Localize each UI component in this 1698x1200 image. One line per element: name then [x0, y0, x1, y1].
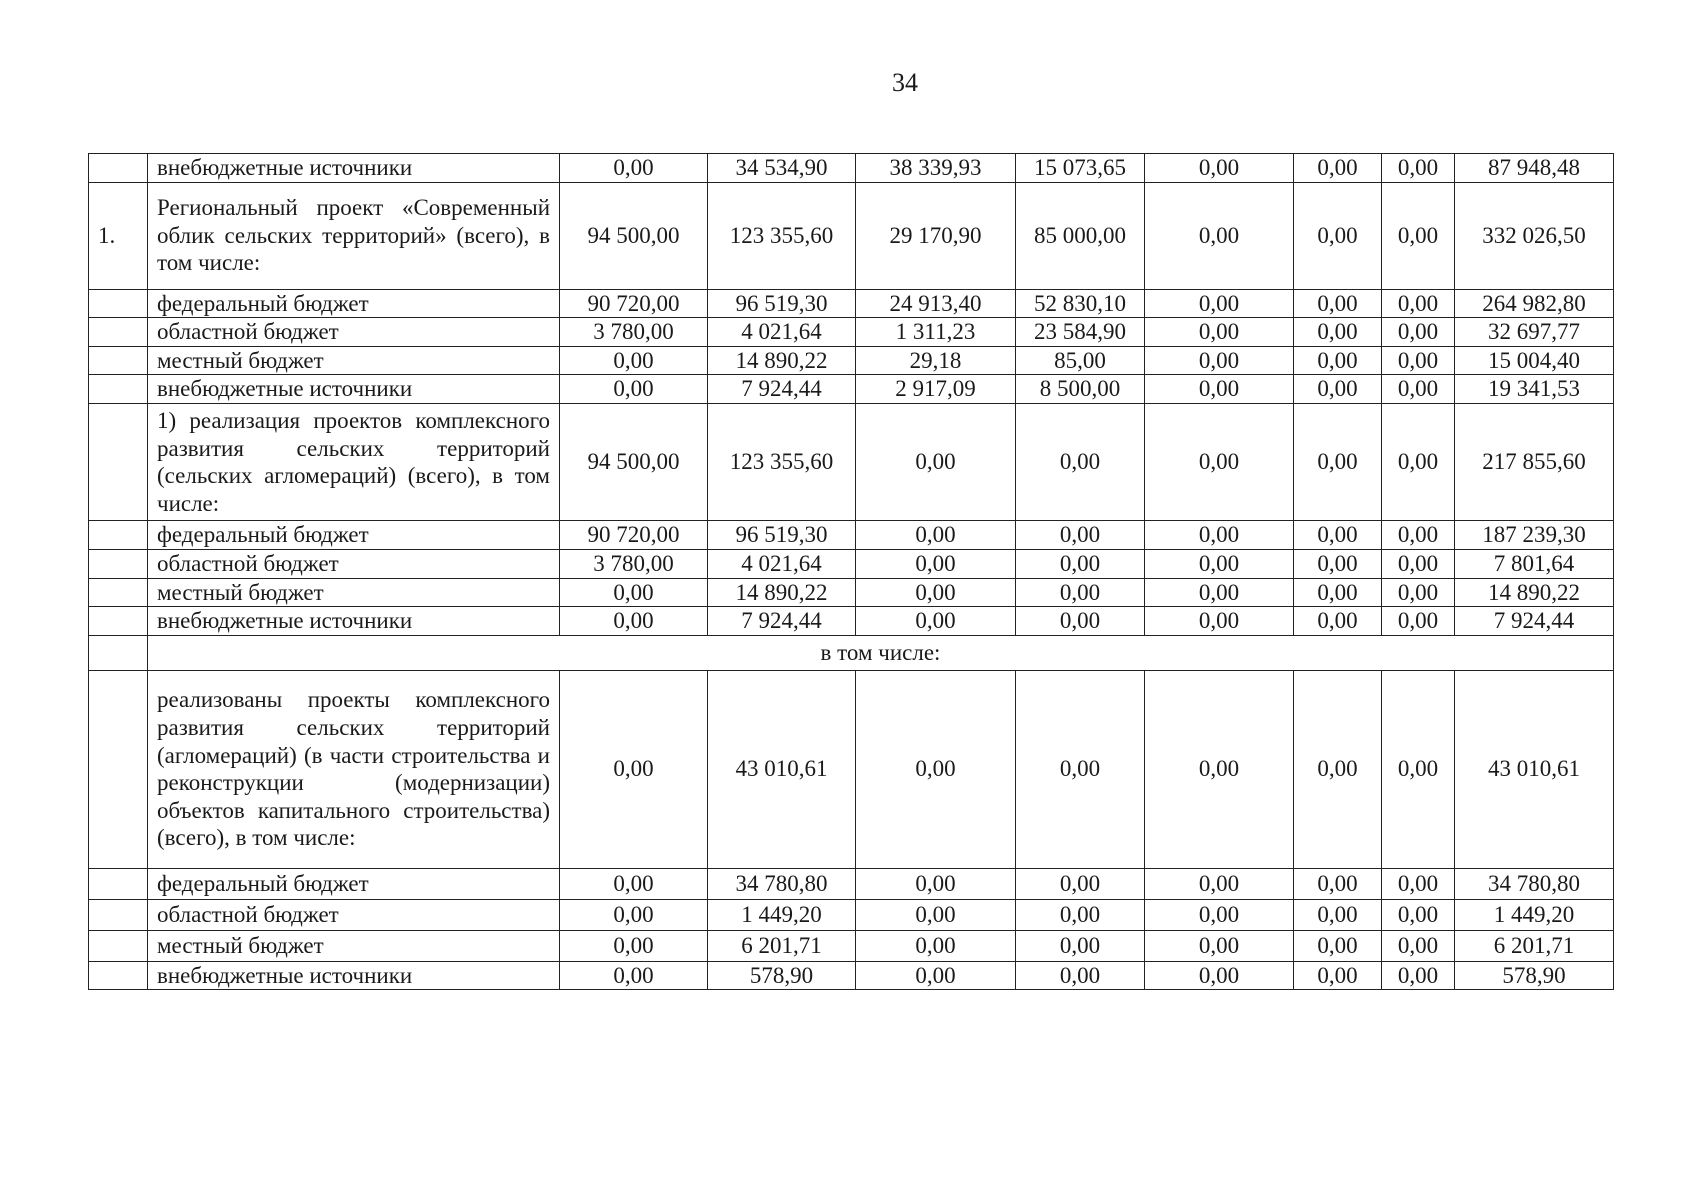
value-cell: 0,00 — [1382, 289, 1455, 318]
total-cell: 217 855,60 — [1455, 403, 1614, 520]
value-cell: 0,00 — [560, 578, 708, 607]
value-cell: 29 170,90 — [856, 182, 1016, 289]
value-cell: 24 913,40 — [856, 289, 1016, 318]
value-cell: 0,00 — [1382, 549, 1455, 578]
total-cell: 14 890,22 — [1455, 578, 1614, 607]
row-number — [89, 607, 148, 636]
value-cell: 123 355,60 — [708, 182, 856, 289]
value-cell: 0,00 — [1145, 899, 1294, 930]
value-cell: 0,00 — [1294, 403, 1382, 520]
row-label: федеральный бюджет — [148, 868, 560, 899]
value-cell: 0,00 — [856, 930, 1016, 961]
value-cell: 1 311,23 — [856, 318, 1016, 347]
value-cell: 0,00 — [1294, 549, 1382, 578]
value-cell: 0,00 — [1145, 961, 1294, 990]
row-label: реализованы проекты комплексного развития сельских территорий (агломераций) (в части строительства и реконструкции (модернизации) объектов капитального строительства) (всего), в том числе: — [148, 670, 560, 868]
value-cell: 0,00 — [1016, 868, 1145, 899]
table-row — [89, 289, 1614, 318]
row-number — [89, 154, 148, 183]
value-cell: 0,00 — [1382, 670, 1455, 868]
value-cell: 0,00 — [1145, 375, 1294, 404]
value-cell: 0,00 — [856, 868, 1016, 899]
value-cell: 38 339,93 — [856, 154, 1016, 183]
value-cell: 0,00 — [1294, 868, 1382, 899]
table-row — [89, 521, 1614, 550]
value-cell: 0,00 — [1016, 607, 1145, 636]
row-label: федеральный бюджет — [148, 289, 560, 318]
row-label: Региональный проект «Современный облик сельских территорий» (всего), в том числе: — [148, 182, 560, 289]
row-number — [89, 346, 148, 375]
value-cell: 1 449,20 — [708, 899, 856, 930]
total-cell: 264 982,80 — [1455, 289, 1614, 318]
row-number — [89, 961, 148, 990]
value-cell: 4 021,64 — [708, 549, 856, 578]
value-cell: 0,00 — [1382, 182, 1455, 289]
value-cell: 0,00 — [560, 346, 708, 375]
value-cell: 0,00 — [1294, 578, 1382, 607]
value-cell: 7 924,44 — [708, 607, 856, 636]
value-cell: 0,00 — [560, 607, 708, 636]
value-cell: 3 780,00 — [560, 318, 708, 347]
value-cell: 0,00 — [856, 899, 1016, 930]
value-cell: 96 519,30 — [708, 289, 856, 318]
value-cell: 0,00 — [1145, 549, 1294, 578]
value-cell: 0,00 — [1294, 154, 1382, 183]
value-cell: 0,00 — [1016, 521, 1145, 550]
value-cell: 94 500,00 — [560, 182, 708, 289]
value-cell: 0,00 — [1294, 961, 1382, 990]
total-cell: 15 004,40 — [1455, 346, 1614, 375]
value-cell: 0,00 — [1145, 607, 1294, 636]
row-number — [89, 521, 148, 550]
row-number — [89, 670, 148, 868]
value-cell: 0,00 — [1145, 346, 1294, 375]
value-cell: 0,00 — [1382, 607, 1455, 636]
total-cell: 34 780,80 — [1455, 868, 1614, 899]
value-cell: 0,00 — [856, 578, 1016, 607]
total-cell: 187 239,30 — [1455, 521, 1614, 550]
value-cell: 0,00 — [560, 670, 708, 868]
value-cell: 3 780,00 — [560, 549, 708, 578]
value-cell: 0,00 — [1382, 578, 1455, 607]
value-cell: 0,00 — [1294, 521, 1382, 550]
budget-table — [88, 153, 1614, 990]
row-number: 1. — [89, 182, 148, 289]
value-cell: 0,00 — [1382, 403, 1455, 520]
row-label: местный бюджет — [148, 346, 560, 375]
value-cell: 0,00 — [1382, 868, 1455, 899]
row-number — [89, 403, 148, 520]
value-cell: 0,00 — [560, 930, 708, 961]
row-label: 1) реализация проектов комплексного развития сельских территорий (сельских агломераций) (всего), в том числе: — [148, 403, 560, 520]
table-row — [89, 318, 1614, 347]
value-cell: 0,00 — [1016, 899, 1145, 930]
table-row — [89, 930, 1614, 961]
row-label: местный бюджет — [148, 930, 560, 961]
value-cell: 0,00 — [1382, 930, 1455, 961]
value-cell: 90 720,00 — [560, 521, 708, 550]
value-cell: 0,00 — [1145, 403, 1294, 520]
value-cell: 0,00 — [1294, 899, 1382, 930]
value-cell: 0,00 — [1294, 318, 1382, 347]
value-cell: 34 780,80 — [708, 868, 856, 899]
value-cell: 0,00 — [1145, 289, 1294, 318]
value-cell: 0,00 — [1145, 578, 1294, 607]
total-cell: 19 341,53 — [1455, 375, 1614, 404]
value-cell: 0,00 — [1382, 318, 1455, 347]
row-number — [89, 899, 148, 930]
value-cell: 52 830,10 — [1016, 289, 1145, 318]
value-cell: 123 355,60 — [708, 403, 856, 520]
row-label: федеральный бюджет — [148, 521, 560, 550]
value-cell: 0,00 — [1294, 670, 1382, 868]
value-cell: 14 890,22 — [708, 578, 856, 607]
section-row — [89, 635, 1614, 670]
value-cell: 0,00 — [1145, 868, 1294, 899]
value-cell: 0,00 — [1382, 961, 1455, 990]
table-row — [89, 346, 1614, 375]
value-cell: 0,00 — [856, 607, 1016, 636]
total-cell: 332 026,50 — [1455, 182, 1614, 289]
table-row — [89, 403, 1614, 520]
value-cell: 2 917,09 — [856, 375, 1016, 404]
value-cell: 0,00 — [1016, 670, 1145, 868]
row-number — [89, 578, 148, 607]
value-cell: 96 519,30 — [708, 521, 856, 550]
total-cell: 43 010,61 — [1455, 670, 1614, 868]
value-cell: 0,00 — [1145, 154, 1294, 183]
value-cell: 0,00 — [1016, 930, 1145, 961]
value-cell: 6 201,71 — [708, 930, 856, 961]
value-cell: 0,00 — [1145, 670, 1294, 868]
value-cell: 0,00 — [856, 403, 1016, 520]
value-cell: 0,00 — [1294, 346, 1382, 375]
value-cell: 43 010,61 — [708, 670, 856, 868]
total-cell: 7 924,44 — [1455, 607, 1614, 636]
total-cell: 578,90 — [1455, 961, 1614, 990]
value-cell: 7 924,44 — [708, 375, 856, 404]
row-label: областной бюджет — [148, 318, 560, 347]
value-cell: 0,00 — [1016, 578, 1145, 607]
value-cell: 8 500,00 — [1016, 375, 1145, 404]
value-cell: 0,00 — [1382, 154, 1455, 183]
row-label: внебюджетные источники — [148, 154, 560, 183]
value-cell: 0,00 — [856, 961, 1016, 990]
value-cell: 0,00 — [1382, 346, 1455, 375]
value-cell: 34 534,90 — [708, 154, 856, 183]
value-cell: 0,00 — [560, 154, 708, 183]
table-row — [89, 578, 1614, 607]
table-row — [89, 607, 1614, 636]
value-cell: 0,00 — [560, 899, 708, 930]
value-cell: 0,00 — [856, 670, 1016, 868]
row-label: местный бюджет — [148, 578, 560, 607]
value-cell: 0,00 — [1294, 607, 1382, 636]
value-cell: 0,00 — [1145, 318, 1294, 347]
page-number: 34 — [892, 68, 918, 97]
row-label: областной бюджет — [148, 899, 560, 930]
value-cell: 0,00 — [560, 868, 708, 899]
value-cell: 0,00 — [1145, 930, 1294, 961]
value-cell: 0,00 — [1294, 930, 1382, 961]
value-cell: 4 021,64 — [708, 318, 856, 347]
value-cell: 85 000,00 — [1016, 182, 1145, 289]
table-row — [89, 961, 1614, 990]
row-label: внебюджетные источники — [148, 607, 560, 636]
value-cell: 0,00 — [560, 961, 708, 990]
value-cell: 0,00 — [1016, 549, 1145, 578]
row-number — [89, 868, 148, 899]
row-number — [89, 549, 148, 578]
value-cell: 23 584,90 — [1016, 318, 1145, 347]
table-row — [89, 182, 1614, 289]
value-cell: 0,00 — [856, 549, 1016, 578]
row-number — [89, 318, 148, 347]
value-cell: 0,00 — [560, 375, 708, 404]
value-cell: 29,18 — [856, 346, 1016, 375]
value-cell: 0,00 — [856, 521, 1016, 550]
value-cell: 0,00 — [1294, 375, 1382, 404]
total-cell: 87 948,48 — [1455, 154, 1614, 183]
value-cell: 0,00 — [1294, 182, 1382, 289]
value-cell: 0,00 — [1145, 521, 1294, 550]
value-cell: 0,00 — [1382, 521, 1455, 550]
value-cell: 90 720,00 — [560, 289, 708, 318]
total-cell: 32 697,77 — [1455, 318, 1614, 347]
value-cell: 15 073,65 — [1016, 154, 1145, 183]
value-cell: 0,00 — [1294, 289, 1382, 318]
row-label: внебюджетные источники — [148, 961, 560, 990]
value-cell: 578,90 — [708, 961, 856, 990]
row-number — [89, 635, 148, 670]
row-label: областной бюджет — [148, 549, 560, 578]
table-row — [89, 899, 1614, 930]
row-number — [89, 375, 148, 404]
section-label: в том числе: — [148, 635, 1614, 670]
value-cell: 0,00 — [1382, 375, 1455, 404]
table-row — [89, 375, 1614, 404]
row-number — [89, 289, 148, 318]
value-cell: 0,00 — [1382, 899, 1455, 930]
table-row — [89, 154, 1614, 183]
table-row — [89, 670, 1614, 868]
value-cell: 0,00 — [1016, 403, 1145, 520]
value-cell: 14 890,22 — [708, 346, 856, 375]
value-cell: 94 500,00 — [560, 403, 708, 520]
value-cell: 0,00 — [1145, 182, 1294, 289]
total-cell: 6 201,71 — [1455, 930, 1614, 961]
total-cell: 1 449,20 — [1455, 899, 1614, 930]
row-number — [89, 930, 148, 961]
total-cell: 7 801,64 — [1455, 549, 1614, 578]
table-row — [89, 549, 1614, 578]
row-label: внебюджетные источники — [148, 375, 560, 404]
value-cell: 85,00 — [1016, 346, 1145, 375]
value-cell: 0,00 — [1016, 961, 1145, 990]
table-row — [89, 868, 1614, 899]
